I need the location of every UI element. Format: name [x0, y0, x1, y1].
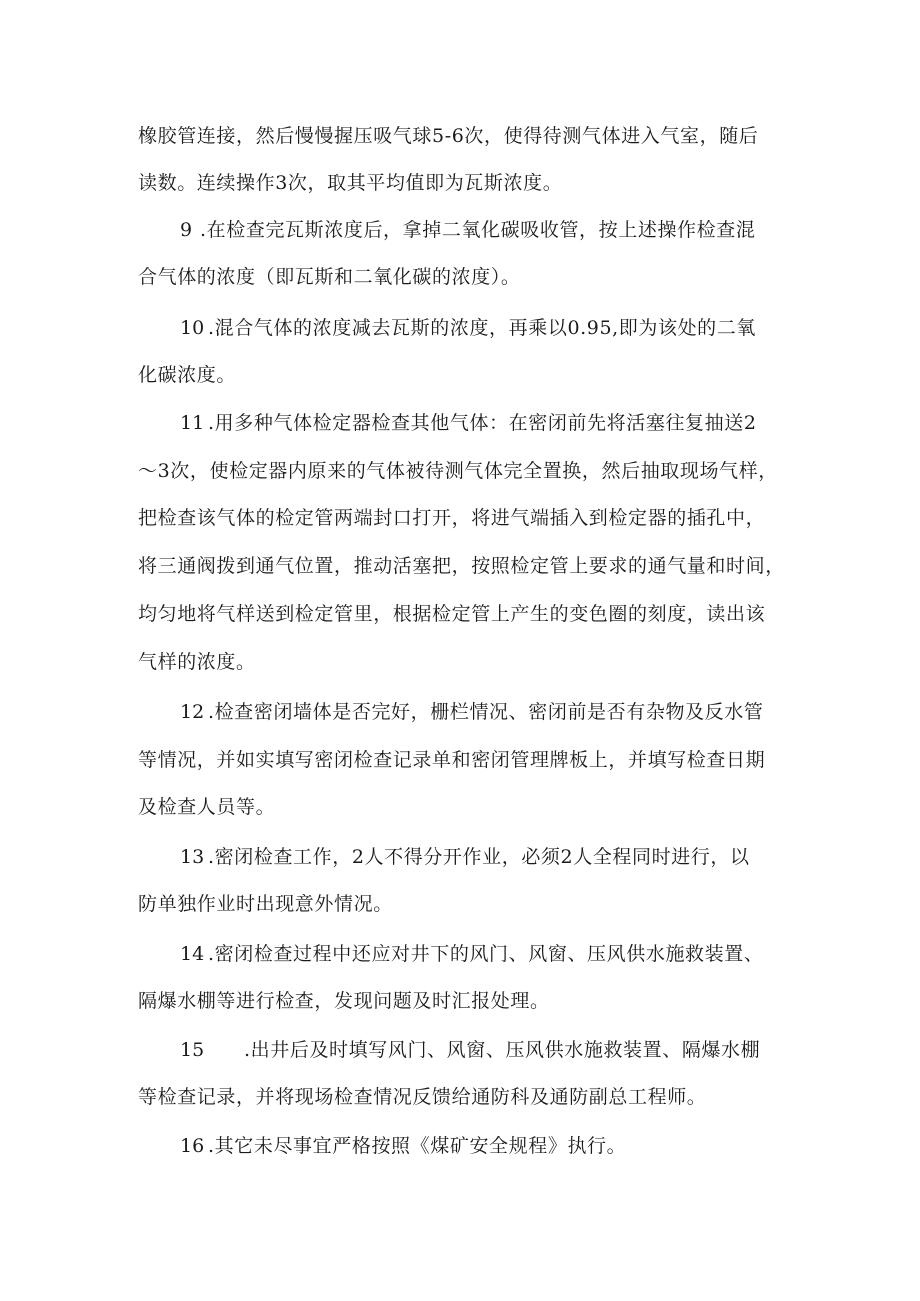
- text-line: 合气体的浓度（即瓦斯和二氧化碳的浓度）。: [138, 266, 521, 288]
- text-line: 均匀地将气样送到检定管里，根据检定管上产生的变色圈的刻度，读出该: [138, 603, 766, 625]
- text-line: .在检查完瓦斯浓度后，拿掉二氧化碳吸收管，按上述操作检查混: [200, 219, 756, 241]
- item-number: 16: [180, 1135, 205, 1157]
- text-line: 等检查记录，并将现场检查情况反馈给通防科及通防副总工程师。: [138, 1086, 707, 1108]
- text-line: 防单独作业时出现意外情况。: [138, 893, 393, 915]
- text-line: .混合气体的浓度减去瓦斯的浓度，再乘以0.95,即为该处的二氧: [208, 317, 756, 339]
- text-line: 等情况，并如实填写密闭检查记录单和密闭管理牌板上，并填写检查日期: [138, 749, 766, 771]
- item-number: 12: [180, 701, 205, 723]
- item-number: 13: [180, 846, 205, 868]
- text-line: .用多种气体检定器检查其他气体：在密闭前先将活塞往复抽送2: [208, 412, 757, 434]
- text-line: .密闭检查过程中还应对井下的风门、风窗、压风供水施救装置、: [208, 943, 764, 965]
- text-line: 隔爆水棚等进行检查，发现问题及时汇报处理。: [138, 990, 550, 1012]
- text-line: .出井后及时填写风门、风窗、压风供水施救装置、隔爆水棚: [244, 1039, 761, 1061]
- item-number: 9: [180, 219, 193, 241]
- item-number: 14: [180, 943, 205, 965]
- item-number: 11: [180, 412, 205, 434]
- item-number: 10: [180, 317, 205, 339]
- text-line: .密闭检查工作，2人不得分开作业，必须2人全程同时进行，以: [208, 846, 750, 868]
- text-line: 橡胶管连接，然后慢慢握压吸气球5-6次，使得待测气体进入气室，随后: [138, 125, 759, 147]
- text-line: 将三通阀拨到通气位置，推动活塞把，按照检定管上要求的通气量和时间，: [138, 555, 785, 577]
- text-line: 气样的浓度。: [138, 651, 256, 673]
- text-line: .其它未尽事宜严格按照《煤矿安全规程》执行。: [208, 1135, 627, 1157]
- text-line: ～3次，使检定器内原来的气体被待测气体完全置换，然后抽取现场气样，: [138, 460, 778, 482]
- text-line: 把检查该气体的检定管两端封口打开，将进气端插入到检定器的插孔中，: [138, 507, 766, 529]
- item-number: 15: [180, 1039, 205, 1061]
- text-line: 读数。连续操作3次，取其平均值即为瓦斯浓度。: [138, 172, 563, 194]
- text-line: 化碳浓度。: [138, 364, 237, 386]
- text-line: 及检查人员等。: [138, 796, 276, 818]
- text-line: .检查密闭墙体是否完好，栅栏情况、密闭前是否有杂物及反水管: [208, 701, 764, 723]
